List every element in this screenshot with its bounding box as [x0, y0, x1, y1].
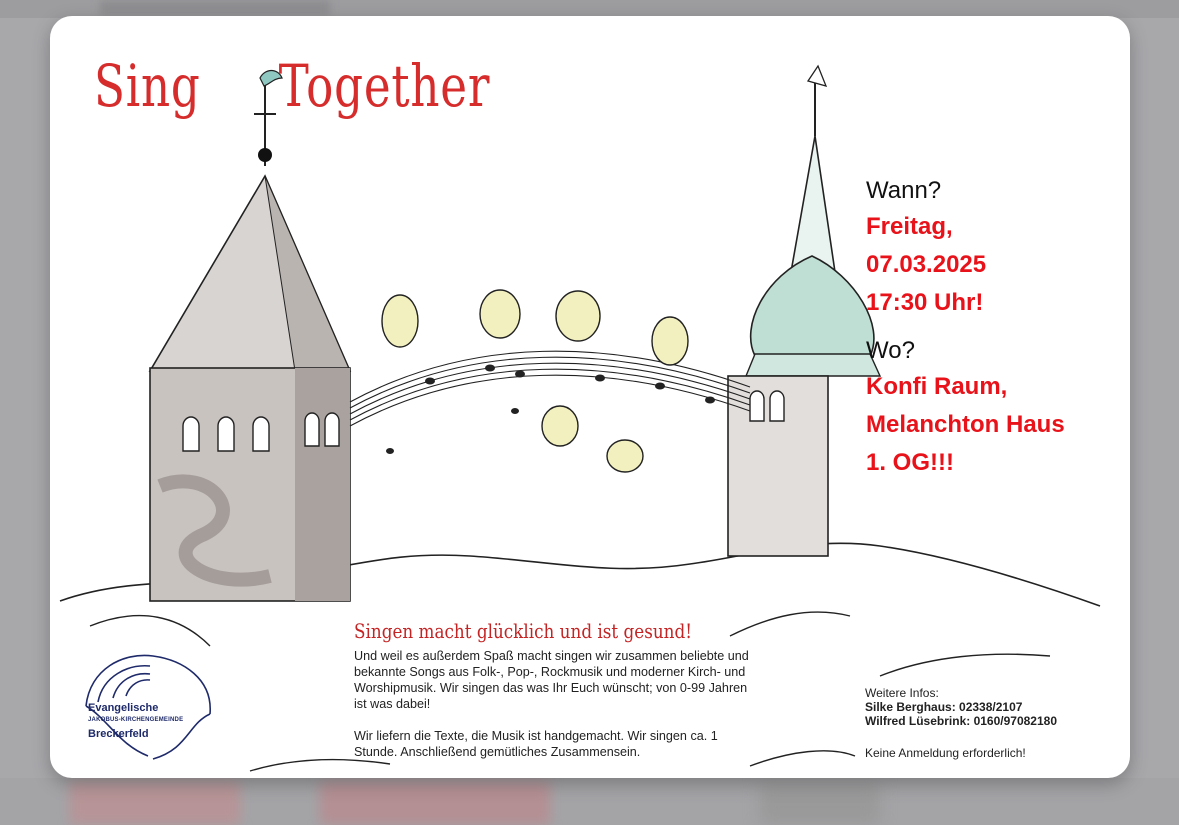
tower-window [183, 417, 199, 451]
backdrop-blur [320, 782, 550, 825]
event-place-line1: Konfi Raum, [866, 373, 1008, 400]
backdrop-blur [70, 782, 240, 825]
ball-ornament [258, 148, 272, 162]
contact-info [865, 686, 1057, 760]
contact-person: Wilfred Lüsebrink: 0160/97082180 [865, 714, 1057, 728]
event-time: 17:30 Uhr! [866, 289, 984, 316]
event-date-line1: Freitag, [866, 213, 953, 240]
tower-window [253, 417, 269, 451]
event-place-line2: Melanchton Haus [866, 411, 1065, 438]
description-body [354, 648, 754, 776]
poster-title [94, 52, 490, 120]
backdrop-blur [100, 0, 330, 16]
event-info [866, 174, 1065, 482]
hill-line [750, 751, 855, 766]
contact-heading: Weitere Infos: [865, 686, 939, 700]
title-word-1: Sing [94, 52, 201, 120]
description-paragraph: Und weil es außerdem Spaß macht singen wir zusammen beliebte und bekannte Songs aus Folk-, Pop-, Rockmusik und moderner Kirch- und Worshipmusik. Wir singen das was Ihr Euch wünscht; von 0-99 Jahren ist was dabei! [354, 649, 749, 711]
tower-window [305, 413, 319, 446]
right-tower-base-roof [746, 354, 880, 376]
logo-text-line3: Breckerfeld [88, 728, 149, 740]
title-word-2: Together [278, 52, 491, 120]
description-paragraph: Wir liefern die Texte, die Musik ist handgemacht. Wir singen ca. 1 Stunde. Anschließend gemütliches Zusammensein. [354, 729, 718, 759]
tower-window [750, 391, 764, 421]
event-date-line2: 07.03.2025 [866, 251, 987, 278]
hill-line [730, 612, 850, 636]
weathervane-icon [808, 66, 826, 86]
hill-line [90, 616, 210, 646]
tower-window [325, 413, 339, 446]
logo-text-line1: Evangelische [88, 702, 159, 714]
where-label: Wo? [866, 337, 915, 364]
contact-person: Silke Berghaus: 02338/2107 [865, 700, 1023, 714]
tower-window [218, 417, 234, 451]
description-headline: Singen macht glücklich und ist gesund! [354, 619, 692, 643]
backdrop-blur [760, 784, 880, 824]
event-place-line3: 1. OG!!! [866, 449, 954, 476]
hill-line [880, 654, 1050, 676]
when-label: Wann? [866, 177, 942, 204]
poster-image[interactable] [50, 16, 1130, 778]
registration-note: Keine Anmeldung erforderlich! [865, 746, 1026, 760]
tower-window [770, 391, 784, 421]
logo-text-line2: JAKOBUS-KIRCHENGEMEINDE [88, 717, 184, 723]
left-tower-shade [295, 368, 350, 601]
